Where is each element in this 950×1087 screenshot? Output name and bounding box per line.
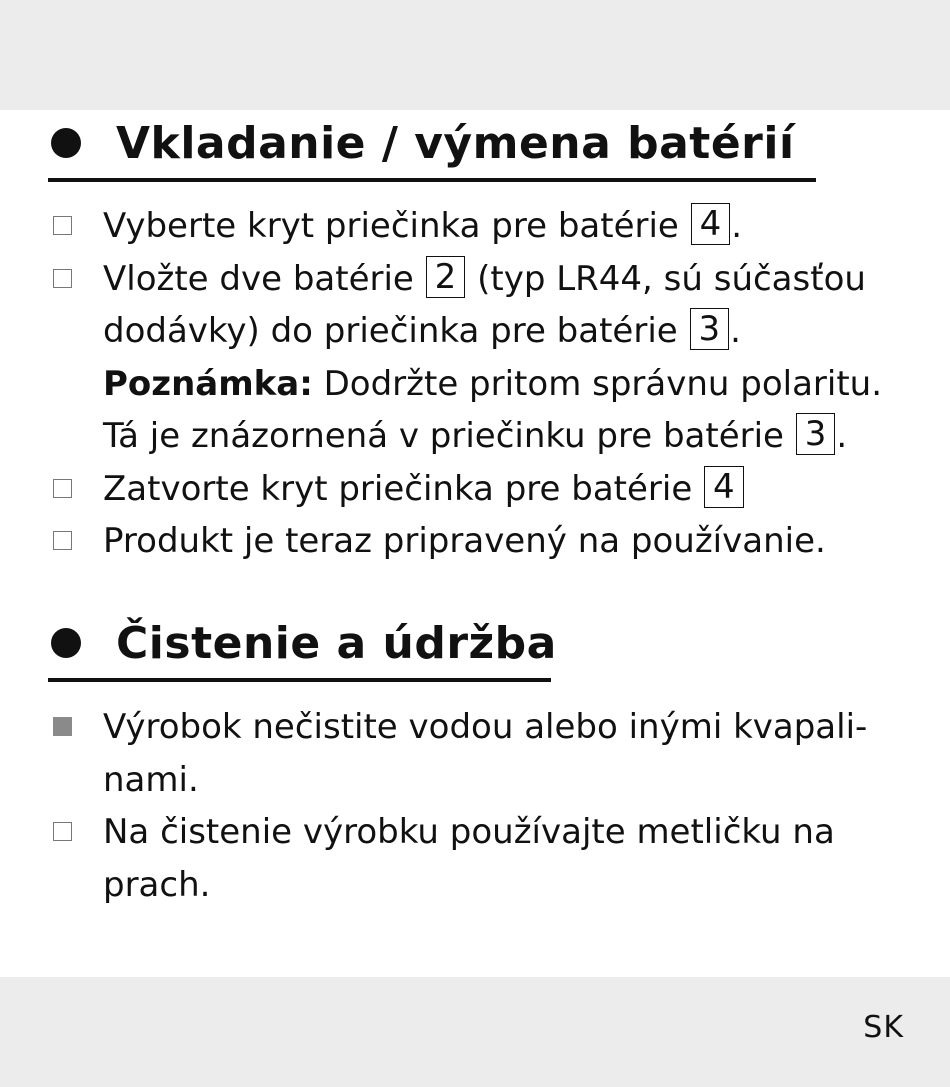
item-text: Zatvorte kryt priečinka pre batérie [103,468,704,509]
item-text: Výrobok nečistite vodou alebo inými kvapali- [103,707,868,747]
item-text: nami. [103,759,199,800]
filled-square-bullet-icon [53,717,72,736]
cleaning-instructions-list [0,701,950,911]
item-text: dodávky) do priečinka pre batérie [103,311,689,351]
list-item [0,200,950,253]
item-text: . [730,311,741,351]
checkbox-bullet-icon [53,822,72,841]
checkbox-bullet-icon [53,531,72,550]
checkbox-bullet-icon [53,479,72,498]
list-item [0,515,950,568]
list-item [0,701,950,806]
bottom-margin-band [0,977,950,1087]
item-text: Vyberte kryt priečinka pre batérie [103,206,690,246]
item-text: Tá je znázornená v priečinku pre batérie [103,416,795,456]
battery-instructions-list [0,200,950,568]
section-title: Vkladanie / výmena batérií [116,117,795,169]
note-text: Dodržte pritom správnu polaritu. [312,363,883,404]
top-margin-band [0,0,950,110]
language-label: SK [863,1010,904,1045]
list-item [0,463,950,516]
section-heading-battery [48,112,816,182]
part-reference-box: 2 [426,256,466,298]
bullet-dot-icon [51,628,81,658]
part-reference-box: 4 [704,466,744,508]
bullet-dot-icon [51,128,81,158]
part-reference-box: 3 [796,413,836,455]
section-heading-cleaning [48,612,557,682]
part-reference-box: 4 [691,203,731,245]
item-text: prach. [103,864,211,905]
section-title: Čistenie a údržba [116,617,557,669]
item-text: . [836,416,848,456]
list-item [0,253,950,463]
part-reference-box: 3 [690,308,730,350]
list-item [0,806,950,911]
item-text: Vložte dve batérie [103,258,425,299]
item-text: . [731,206,743,246]
item-text: Produkt je teraz pripravený na používanie. [103,521,826,561]
checkbox-bullet-icon [53,269,72,288]
note-label: Poznámka: [103,363,313,404]
item-text: Na čistenie výrobku používajte metličku na [103,812,835,852]
checkbox-bullet-icon [53,216,72,235]
item-text: (typ LR44, sú súčasťou [466,258,866,299]
